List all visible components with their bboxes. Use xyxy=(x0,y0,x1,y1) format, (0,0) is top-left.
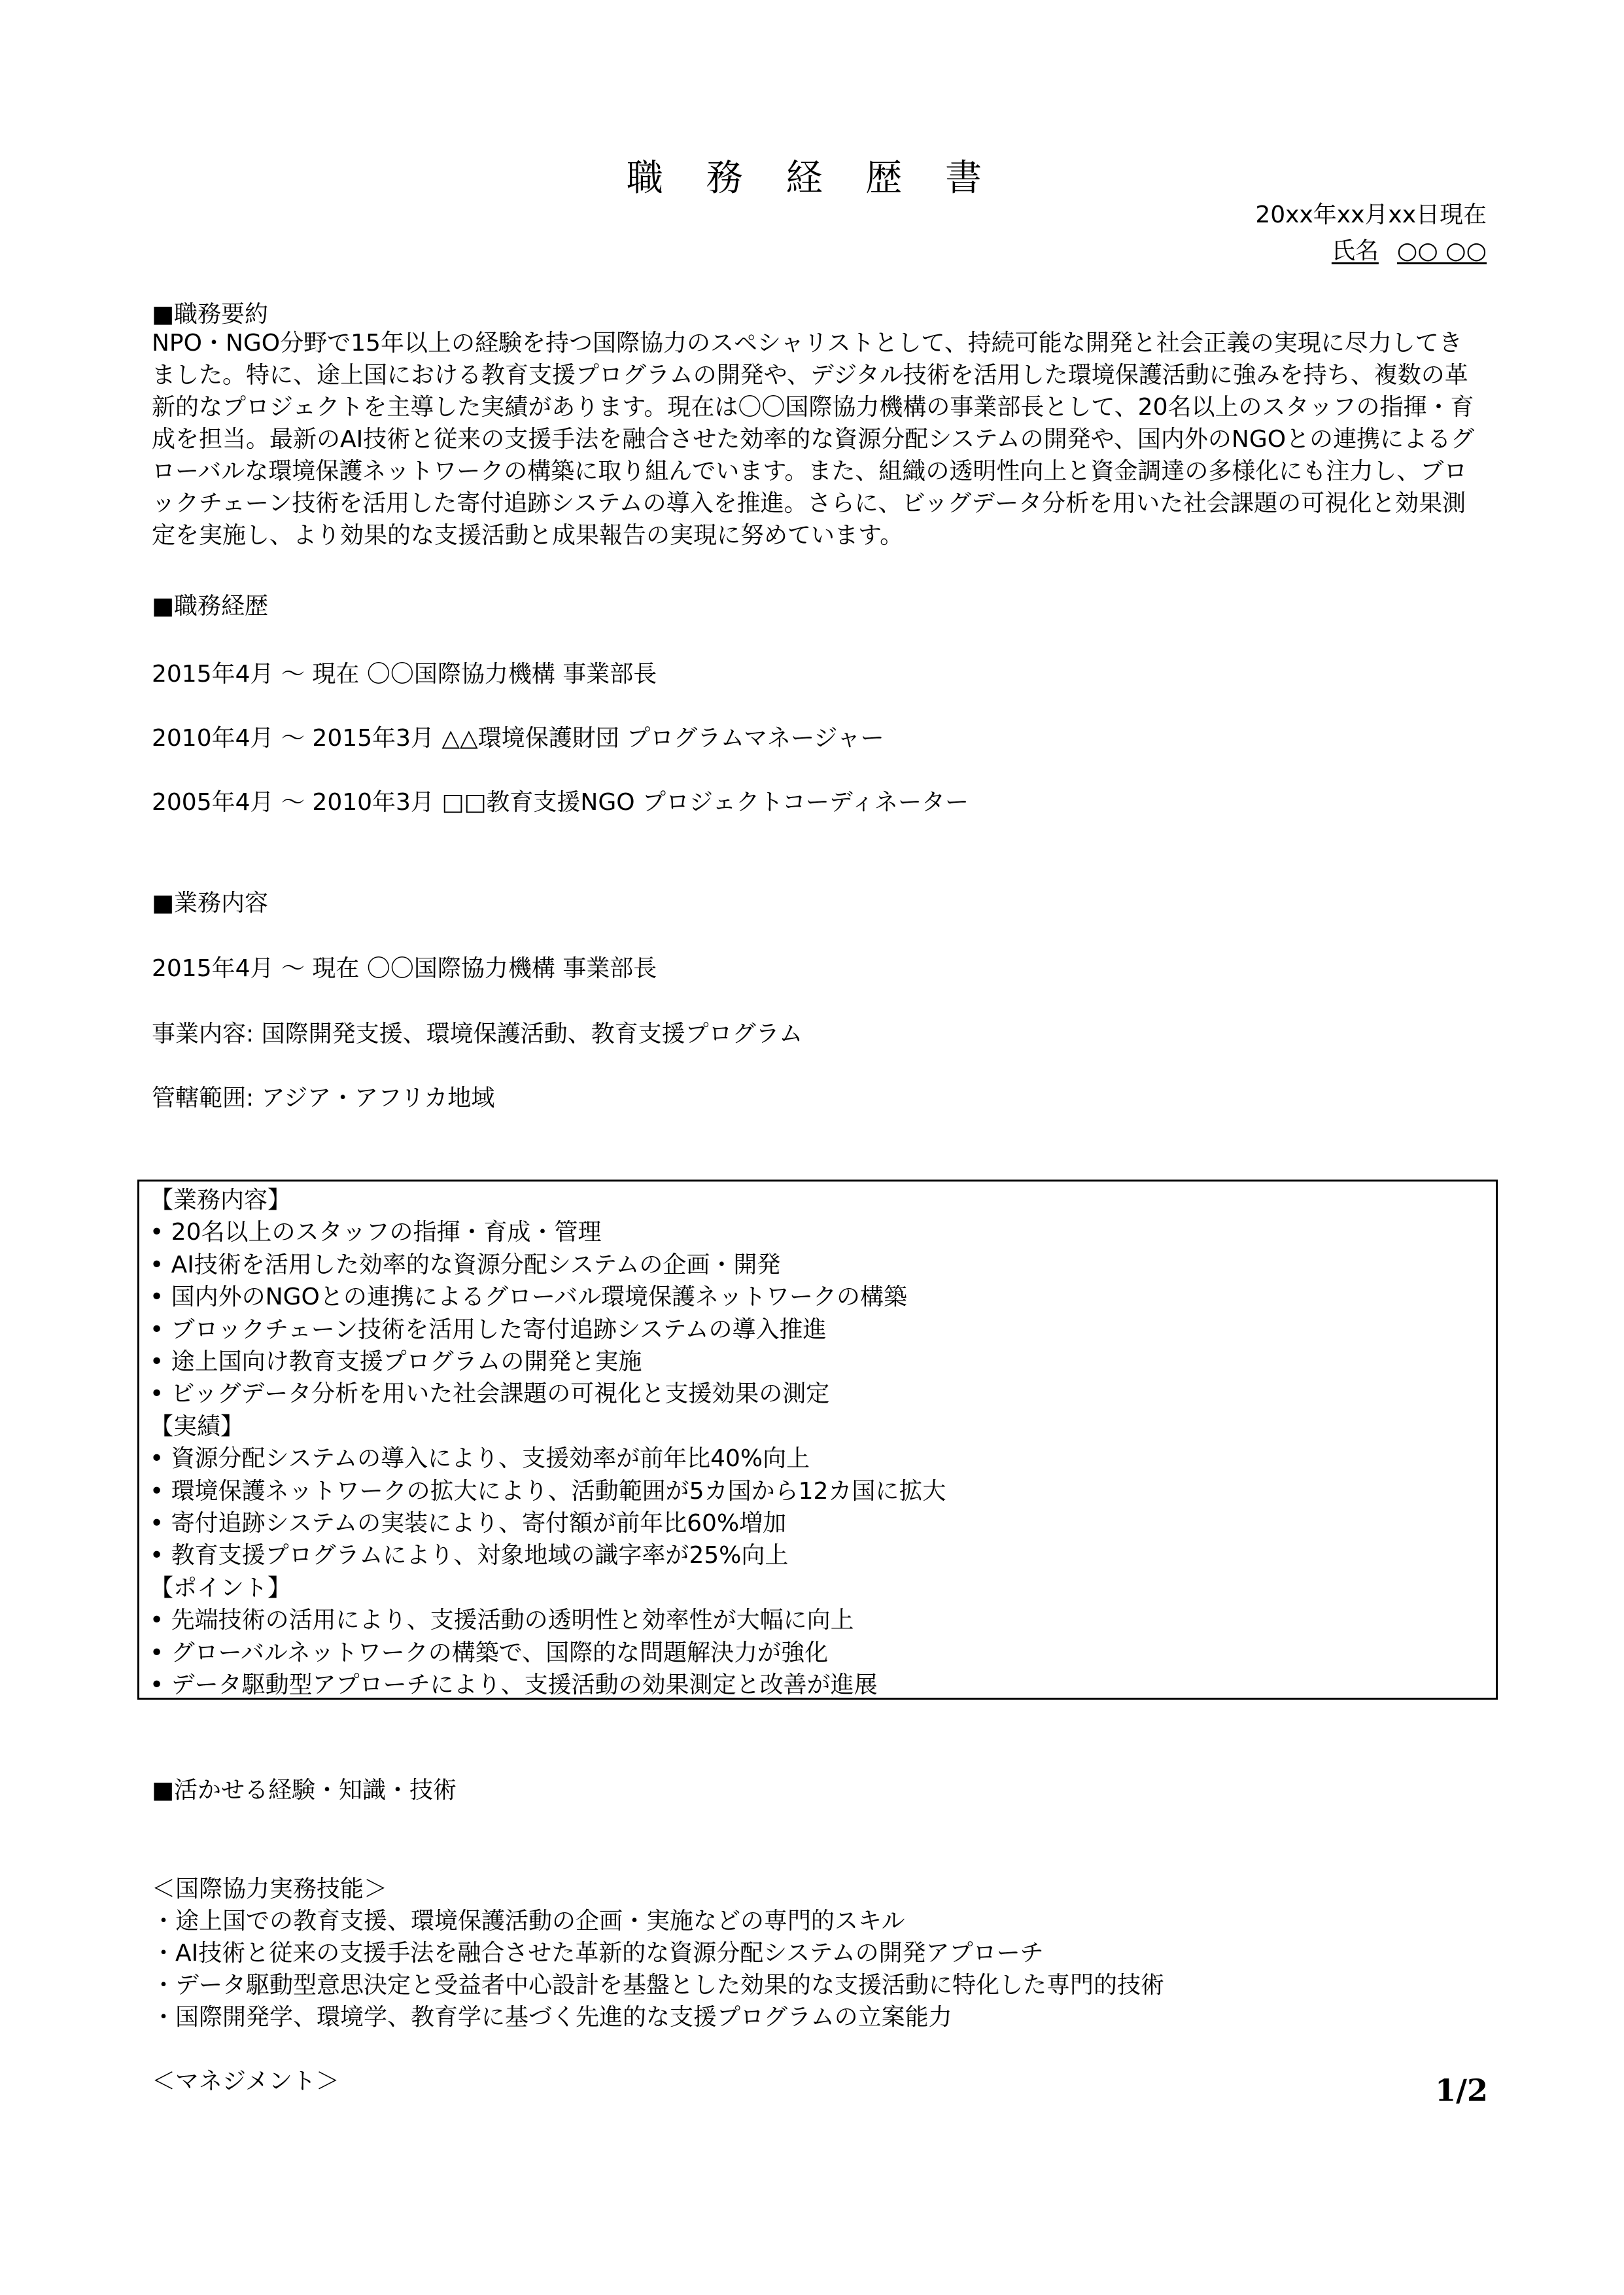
history-entry: 2005年4月 〜 2010年3月 □□教育支援NGO プロジェクトコーディネーター xyxy=(152,789,969,816)
box-result-item: • 寄付追跡システムの実装により、寄付額が前年比60%増加 xyxy=(150,1510,787,1537)
box-duty-item: • AI技術を活用した効率的な資源分配システムの企画・開発 xyxy=(150,1251,781,1278)
box-duty-item: • ビッグデータ分析を用いた社会課題の可視化と支援効果の測定 xyxy=(150,1380,830,1408)
applicant-name xyxy=(1332,232,1487,266)
skills-group-heading: ＜マネジメント＞ xyxy=(152,2068,339,2095)
box-result-item: • 教育支援プログラムにより、対象地域の識字率が25%向上 xyxy=(150,1542,789,1569)
box-result-item: • 環境保護ネットワークの拡大により、活動範囲が5カ国から12カ国に拡大 xyxy=(150,1477,946,1505)
name-label: 氏名 xyxy=(1331,237,1379,264)
duties-heading: ■業務内容 xyxy=(152,890,269,917)
box-results-heading: 【実績】 xyxy=(150,1412,245,1440)
skills-list xyxy=(152,1873,1164,2097)
name-value: ○○ ○○ xyxy=(1396,237,1487,264)
box-point-item: • データ駆動型アプローチにより、支援活動の効果測定と改善が進展 xyxy=(150,1672,878,1699)
duties-detail-box xyxy=(137,1180,1498,1700)
history-heading: ■職務経歴 xyxy=(152,593,269,620)
skills-item: ・途上国での教育支援、環境保護活動の企画・実施などの専門的スキル xyxy=(152,1908,905,1935)
box-point-item: • 先端技術の活用により、支援活動の透明性と効率性が大幅に向上 xyxy=(150,1607,854,1634)
summary-text: NPO・NGO分野で15年以上の経験を持つ国際協力のスペシャリストとして、持続可能な開発と社会正義の実現に尽力してきました。特に、途上国における教育支援プログラムの開発や、デジタル技術を活用した環境保護活動に強みを持ち、複数の革新的なプロジェクトを主導した実績があります。現在は〇〇国際協力機構の事業部長として、20名以上のスタッフの指揮・育成を担当。最新のAI技術と従来の支援手法を融合させた効率的な資源分配システムの開発や、国内外のNGOとの連携によるグローバルな環境保護ネットワークの構築に取り組んでいます。また、組織の透明性向上と資金調達の多様化にも注力し、ブロックチェーン技術を活用した寄付追跡システムの導入を推進。さらに、ビッグデータ分析を用いた社会課題の可視化と効果測定を実施し、より効果的な支援活動と成果報告の実現に努めています。 xyxy=(152,330,1475,549)
document-date: 20xx年xx月xx日現在 xyxy=(1255,201,1487,228)
document-title: 職 務 経 歴 書 xyxy=(626,157,998,200)
skills-item: ・国際開発学、環境学、教育学に基づく先進的な支援プログラムの立案能力 xyxy=(152,2004,952,2031)
box-duty-item: • ブロックチェーン技術を活用した寄付追跡システムの導入推進 xyxy=(150,1316,827,1343)
skills-heading: ■活かせる経験・知識・技術 xyxy=(152,1777,457,1804)
duties-period: 2015年4月 〜 現在 〇〇国際協力機構 事業部長 xyxy=(152,955,657,982)
page-number: 1/2 xyxy=(1435,2073,1488,2108)
box-duty-item: • 途上国向け教育支援プログラムの開発と実施 xyxy=(150,1348,642,1376)
skills-item: ・データ駆動型意思決定と受益者中心設計を基盤とした効果的な支援活動に特化した専門的技術 xyxy=(152,1972,1165,1999)
summary-heading: ■職務要約 xyxy=(152,301,269,328)
box-result-item: • 資源分配システムの導入により、支援効率が前年比40%向上 xyxy=(150,1445,810,1473)
skills-group-heading: ＜国際協力実務技能＞ xyxy=(152,1876,388,1902)
history-entry: 2010年4月 〜 2015年3月 △△環境保護財団 プログラムマネージャー xyxy=(152,725,884,752)
skills-item: ・AI技術と従来の支援手法を融合させた革新的な資源分配システムの開発アプローチ xyxy=(152,1940,1044,1967)
box-duty-item: • 20名以上のスタッフの指揮・育成・管理 xyxy=(150,1219,602,1246)
box-duty-item: • 国内外のNGOとの連携によるグローバル環境保護ネットワークの構築 xyxy=(150,1284,908,1311)
box-duties-heading: 【業務内容】 xyxy=(150,1187,292,1214)
box-points-heading: 【ポイント】 xyxy=(150,1574,292,1602)
duties-region: 管轄範囲: アジア・アフリカ地域 xyxy=(152,1085,495,1112)
history-entry: 2015年4月 〜 現在 〇〇国際協力機構 事業部長 xyxy=(152,661,657,688)
box-point-item: • グローバルネットワークの構築で、国際的な問題解決力が強化 xyxy=(150,1639,829,1666)
duties-business: 事業内容: 国際開発支援、環境保護活動、教育支援プログラム xyxy=(152,1021,803,1047)
